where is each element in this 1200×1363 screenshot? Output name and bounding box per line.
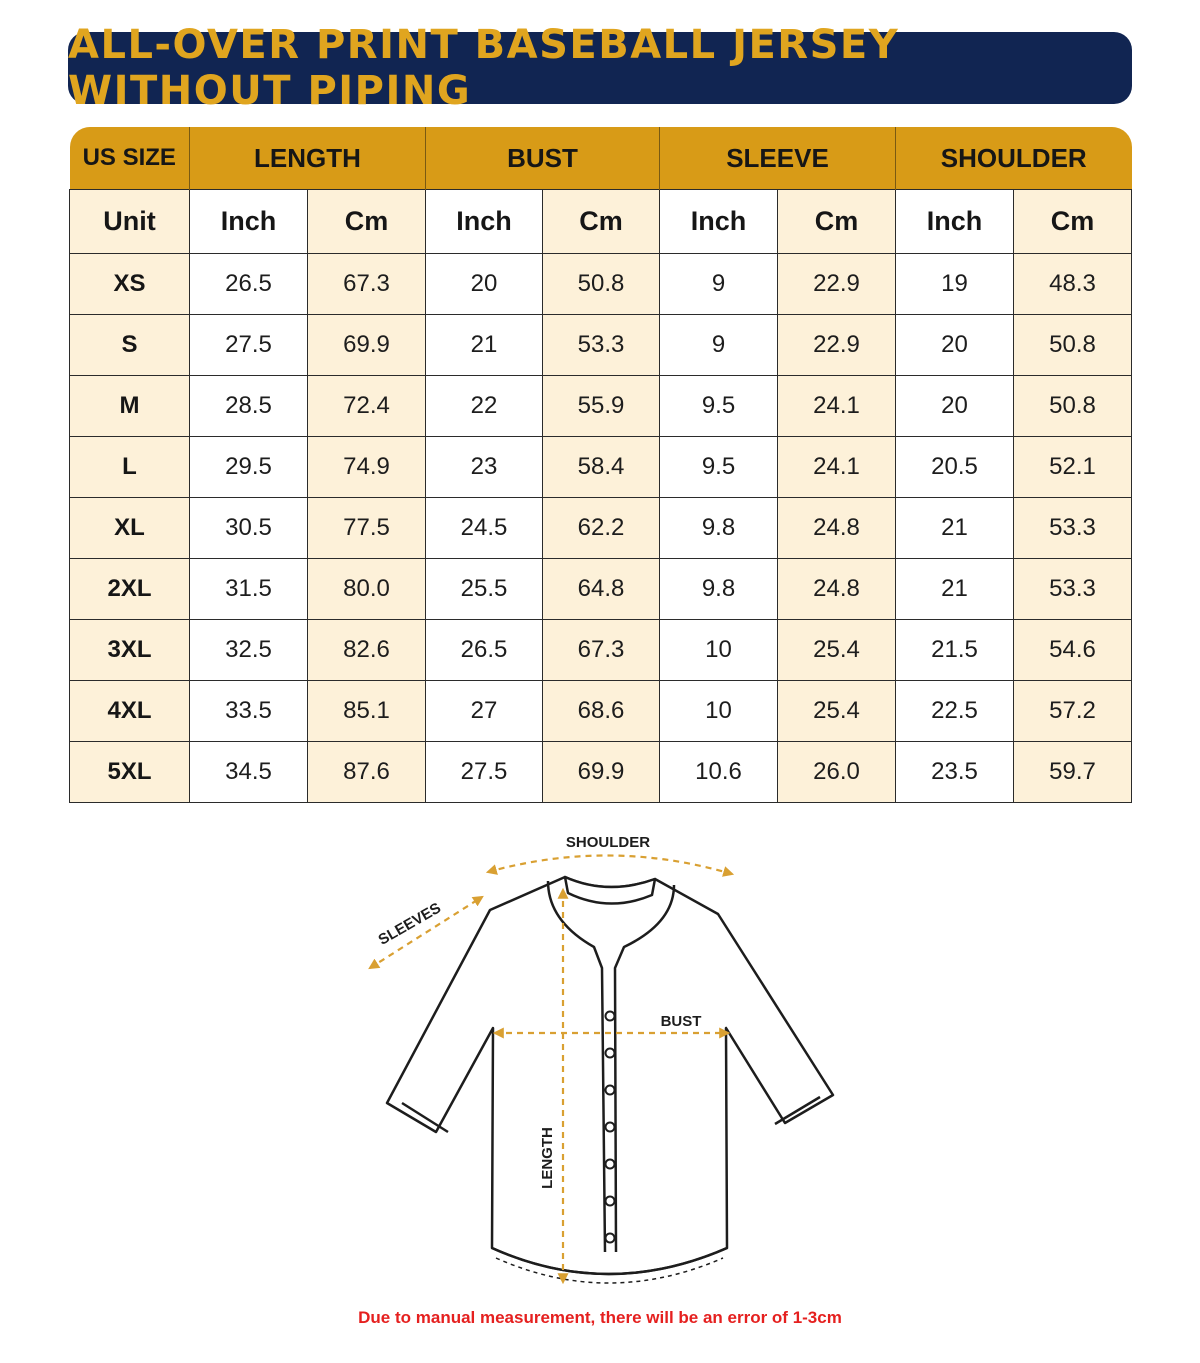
unit-cell: Cm [308, 190, 426, 254]
measurement-cell: 80.0 [308, 559, 426, 620]
size-cell: 3XL [70, 620, 190, 681]
measurement-cell: 85.1 [308, 681, 426, 742]
measurement-cell: 68.6 [543, 681, 660, 742]
measurement-cell: 57.2 [1014, 681, 1132, 742]
measurement-cell: 50.8 [1014, 376, 1132, 437]
measurement-cell: 20 [426, 254, 543, 315]
unit-cell: Inch [660, 190, 778, 254]
jersey-outline [387, 877, 833, 1283]
size-row [70, 437, 1132, 498]
measurement-cell: 9 [660, 254, 778, 315]
measurement-cell: 69.9 [543, 742, 660, 803]
size-cell: L [70, 437, 190, 498]
shoulder-label: SHOULDER [565, 834, 651, 851]
header-sleeve: SLEEVE [660, 127, 896, 190]
size-row [70, 376, 1132, 437]
size-cell: 2XL [70, 559, 190, 620]
measurement-cell: 20 [896, 376, 1014, 437]
size-row [70, 620, 1132, 681]
measurement-cell: 22.9 [778, 315, 896, 376]
measurement-cell: 53.3 [1014, 498, 1132, 559]
unit-cell: Inch [896, 190, 1014, 254]
measurement-cell: 21 [426, 315, 543, 376]
unit-cell: Inch [190, 190, 308, 254]
measurement-cell: 23.5 [896, 742, 1014, 803]
measurement-cell: 55.9 [543, 376, 660, 437]
measurement-cell: 28.5 [190, 376, 308, 437]
measurement-cell: 26.5 [426, 620, 543, 681]
measurement-cell: 10 [660, 620, 778, 681]
measurement-cell: 24.8 [778, 559, 896, 620]
measurement-cell: 30.5 [190, 498, 308, 559]
measurement-cell: 82.6 [308, 620, 426, 681]
size-row [70, 315, 1132, 376]
header-us-size: US SIZE [70, 127, 190, 190]
measurement-cell: 9 [660, 315, 778, 376]
measurement-cell: 21 [896, 498, 1014, 559]
page-title: ALL-OVER PRINT BASEBALL JERSEY WITHOUT PIPING [68, 22, 900, 114]
measurement-cell: 53.3 [543, 315, 660, 376]
measurement-cell: 24.8 [778, 498, 896, 559]
measurement-cell: 62.2 [543, 498, 660, 559]
measurement-cell: 77.5 [308, 498, 426, 559]
size-cell: S [70, 315, 190, 376]
size-row [70, 559, 1132, 620]
measurement-cell: 29.5 [190, 437, 308, 498]
measurement-cell: 34.5 [190, 742, 308, 803]
measurement-cell: 22.9 [778, 254, 896, 315]
jersey-diagram [0, 820, 1200, 1300]
measurement-cell: 64.8 [543, 559, 660, 620]
size-row [70, 681, 1132, 742]
measurement-cell: 50.8 [543, 254, 660, 315]
measurement-cell: 20.5 [896, 437, 1014, 498]
measurement-cell: 87.6 [308, 742, 426, 803]
unit-cell: Inch [426, 190, 543, 254]
measurement-cell: 31.5 [190, 559, 308, 620]
header-bust: BUST [426, 127, 660, 190]
size-cell: 5XL [70, 742, 190, 803]
measurement-cell: 22.5 [896, 681, 1014, 742]
measurement-cell: 58.4 [543, 437, 660, 498]
measurement-cell: 9.5 [660, 437, 778, 498]
sleeves-label: SLEEVES [375, 899, 444, 949]
measurement-cell: 21 [896, 559, 1014, 620]
unit-cell: Cm [1014, 190, 1132, 254]
measurement-cell: 27 [426, 681, 543, 742]
unit-cell: Cm [778, 190, 896, 254]
measurement-cell: 50.8 [1014, 315, 1132, 376]
measurement-cell: 23 [426, 437, 543, 498]
measurement-cell: 32.5 [190, 620, 308, 681]
measurement-cell: 19 [896, 254, 1014, 315]
size-row [70, 254, 1132, 315]
measurement-cell: 26.5 [190, 254, 308, 315]
measurement-cell: 33.5 [190, 681, 308, 742]
unit-label: Unit [70, 190, 190, 254]
size-cell: XS [70, 254, 190, 315]
title-banner [68, 22, 1132, 114]
shoulder-arrow [488, 855, 732, 874]
measurement-cell: 9.8 [660, 498, 778, 559]
size-row [70, 498, 1132, 559]
measurement-cell: 67.3 [308, 254, 426, 315]
measurement-cell: 10.6 [660, 742, 778, 803]
measurement-cell: 24.1 [778, 376, 896, 437]
measurement-cell: 25.4 [778, 620, 896, 681]
measurement-cell: 69.9 [308, 315, 426, 376]
measurement-cell: 74.9 [308, 437, 426, 498]
size-cell: M [70, 376, 190, 437]
size-row [70, 742, 1132, 803]
length-label: LENGTH [539, 1127, 556, 1189]
measurement-cell: 72.4 [308, 376, 426, 437]
unit-row [70, 190, 1132, 254]
measurement-cell: 54.6 [1014, 620, 1132, 681]
measurement-cell: 53.3 [1014, 559, 1132, 620]
measurement-cell: 52.1 [1014, 437, 1132, 498]
measurement-cell: 59.7 [1014, 742, 1132, 803]
measurement-cell: 20 [896, 315, 1014, 376]
bust-label: BUST [660, 1013, 702, 1030]
measurement-cell: 9.5 [660, 376, 778, 437]
measurement-cell: 21.5 [896, 620, 1014, 681]
size-chart-table [69, 127, 1132, 803]
header-length: LENGTH [190, 127, 426, 190]
measurement-cell: 67.3 [543, 620, 660, 681]
header-shoulder: SHOULDER [896, 127, 1132, 190]
measurement-cell: 9.8 [660, 559, 778, 620]
measurement-cell: 24.5 [426, 498, 543, 559]
size-cell: XL [70, 498, 190, 559]
unit-cell: Cm [543, 190, 660, 254]
measurement-cell: 22 [426, 376, 543, 437]
group-header-row [70, 127, 1132, 190]
measurement-cell: 48.3 [1014, 254, 1132, 315]
measurement-cell: 27.5 [426, 742, 543, 803]
measurement-cell: 27.5 [190, 315, 308, 376]
measurement-cell: 10 [660, 681, 778, 742]
measurement-cell: 24.1 [778, 437, 896, 498]
measurement-cell: 25.5 [426, 559, 543, 620]
size-cell: 4XL [70, 681, 190, 742]
measurement-note: Due to manual measurement, there will be an error of 1-3cm [358, 1308, 842, 1327]
measurement-cell: 26.0 [778, 742, 896, 803]
measurement-cell: 25.4 [778, 681, 896, 742]
